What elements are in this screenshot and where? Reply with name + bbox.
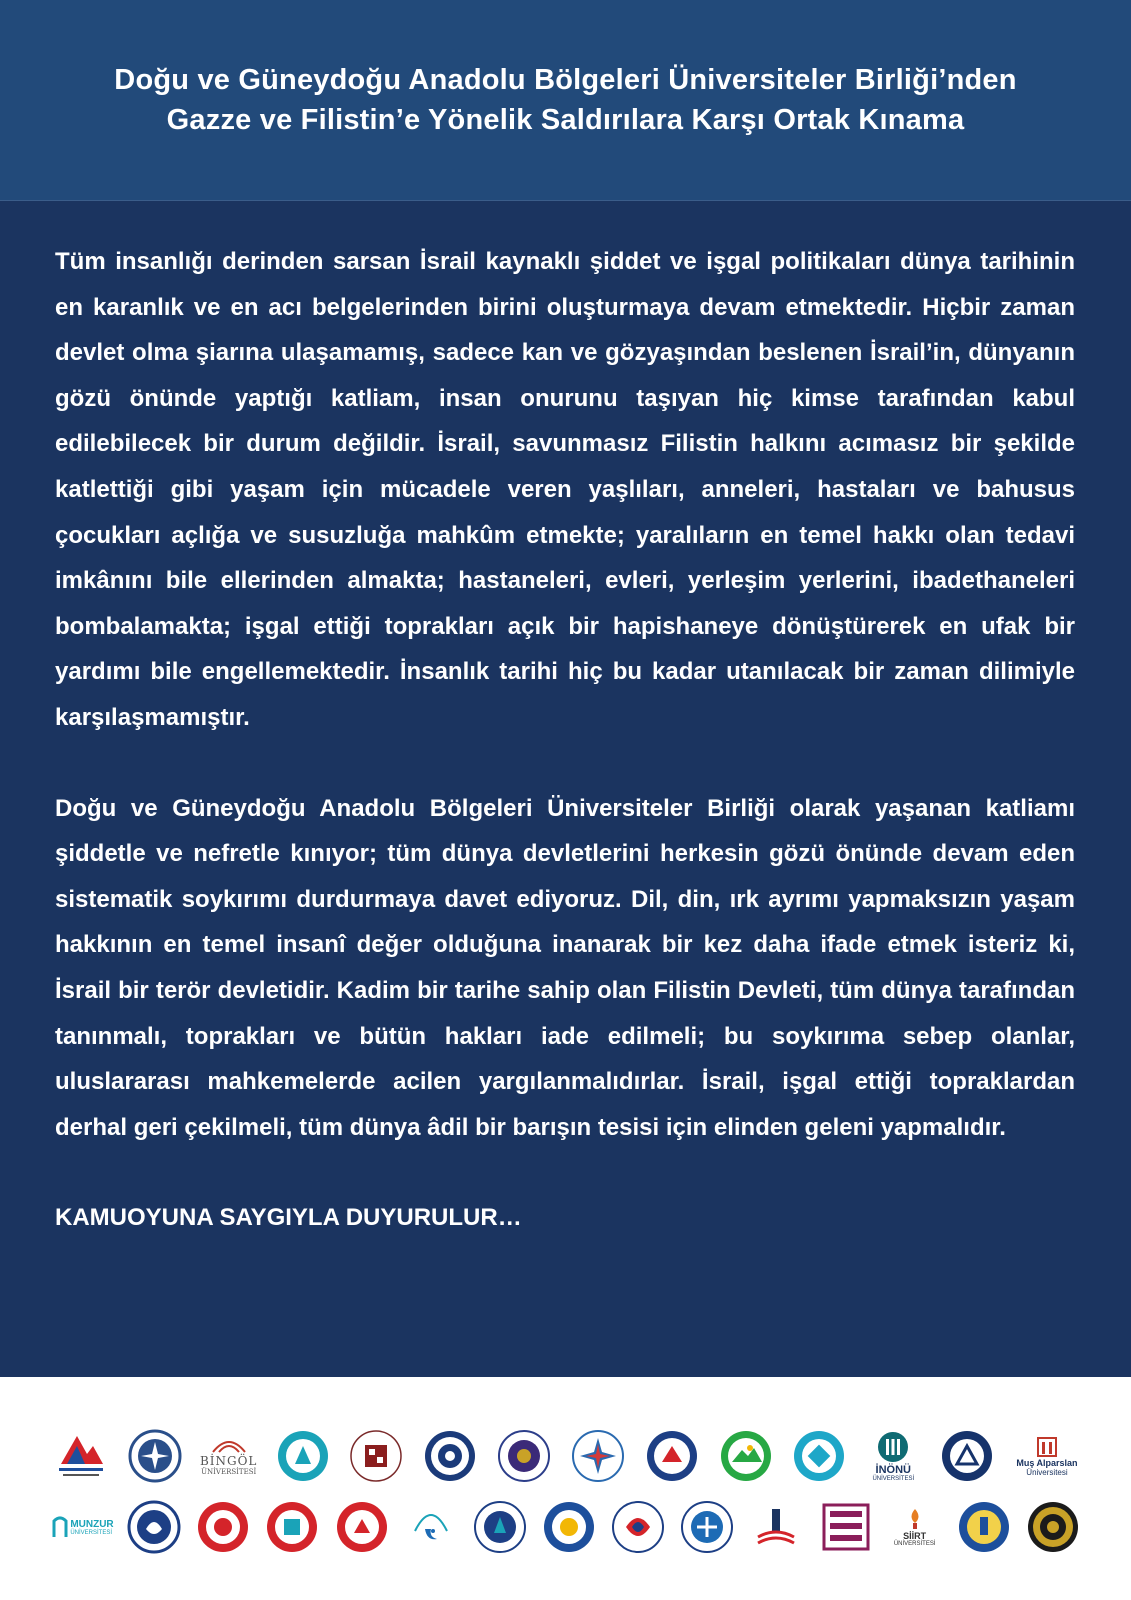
munzur-text: MUNZUR: [70, 1518, 114, 1530]
batman-seal-icon: [643, 1427, 701, 1485]
gaziantep-universitesi-seal-icon: [609, 1498, 667, 1556]
firat-universitesi-seal-icon: [347, 1427, 405, 1485]
munzur-subtext: ÜNİVERSİTESİ: [70, 1529, 113, 1536]
adiyaman-universitesi-logo-icon: [402, 1498, 460, 1556]
siirt-seal-icon: [540, 1498, 598, 1556]
dicle-seal-icon: [125, 1498, 183, 1556]
siirt-text: SİİRT: [903, 1531, 927, 1541]
inonu-text: İNÖNÜ: [875, 1464, 911, 1476]
harran-universitesi-seal-icon: [955, 1498, 1013, 1556]
header-banner: [0, 0, 1131, 200]
agri-seal-icon: [333, 1498, 391, 1556]
malatya-turgut-ozal-seal-icon: [938, 1427, 996, 1485]
statement-panel: [0, 201, 1131, 1377]
harran-seal-icon: [678, 1498, 736, 1556]
mardin-artuklu-logo-icon: [817, 1498, 875, 1556]
mus-alparslan-universitesi-logo-icon: [1012, 1427, 1082, 1485]
ataturk-universitesi-seal-icon: [126, 1427, 184, 1485]
siirt-subtext: ÜNİVERSİTESİ: [893, 1541, 936, 1547]
bingol-text: BİNGÖL: [199, 1454, 258, 1468]
batman-universitesi-seal-icon: [471, 1498, 529, 1556]
erzincan-binali-yildirim-logo-icon: [52, 1427, 110, 1485]
inonu-subtext: ÜNİVERSİTESİ: [872, 1476, 915, 1482]
statement-text: [55, 239, 1075, 1241]
closing-line: KAMUOYUNA SAYGIYLA DUYURULUR…: [55, 1204, 522, 1232]
inonu-universitesi-logo-icon: [864, 1427, 922, 1485]
university-logos-footer: [0, 1377, 1131, 1600]
siirt-universitesi-logo-icon: [886, 1498, 944, 1556]
logo-row-1: [52, 1427, 1082, 1485]
van-yuzuncu-yil-seal-icon: [421, 1427, 479, 1485]
hakkari-seal-icon: [790, 1427, 848, 1485]
gold-seal-icon: [1024, 1498, 1082, 1556]
sirnak-universitesi-logo-icon: [747, 1498, 805, 1556]
igdir-universitesi-seal-icon: [717, 1427, 775, 1485]
paragraph-2: Doğu ve Güneydoğu Anadolu Bölgeleri Üniversiteler Birliği olarak yaşanan katliamı şiddetle ve nefretle kınıyor; tüm dünya devletlerini herkesin gözü önünde devam eden sistematik soykırımı durdurmaya davet ediyoruz. Dil, din, ırk ayrımı yapmaksızın yaşam hakkının en temel insanî değer olduğuna inanarak bir kez daha ifade etmek isteriz ki, İsrail bir terör devletidir. Kadim bir tarihe sahip olan Filistin Devleti, tüm dünya tarafından tanınmalı, toprakları ve bütün hakları iade edilmeli; bu soykırıma sebep olanlar, uluslararası mahkemelerde acilen yargılanmalıdırlar. İsrail, işgal ettiği topraklardan derhal geri çekilmeli, tüm dünya âdil bir barışın tesisi için elinden geleni yapmalıdır.: [55, 794, 1075, 1141]
ardahan-seal-icon: [263, 1498, 321, 1556]
page-title: [114, 60, 1016, 140]
munzur-universitesi-logo-icon: [52, 1498, 114, 1556]
logo-row-2: [52, 1498, 1082, 1556]
title-line-1: Doğu ve Güneydoğu Anadolu Bölgeleri Üniversiteler Birliği’nden: [114, 64, 1017, 96]
bitlis-eren-universitesi-seal-icon: [274, 1427, 332, 1485]
kafkas-universitesi-seal-icon: [495, 1427, 553, 1485]
erzurum-teknik-seal-icon: [569, 1427, 627, 1485]
paragraph-1: Tüm insanlığı derinden sarsan İsrail kaynaklı şiddet ve işgal politikaları dünya tarihinin en karanlık ve en acı belgelerinden birini oluşturmaya devam etmektedir. Hiçbir zaman devlet olma şiarına ulaşamamış, sadece kan ve gözyaşından beslenen İsrail’in, dünyanın gözü önünde yaptığı katliam, insan onurunu taşıyan hiç kimse tarafından kabul edilebilecek bir durum değildir. İsrail, savunmasız Filistin halkını acımasız bir şekilde katlettiği gibi yaşam için mücadele veren yaşlıları, anneleri, hastaları ve bahusus çocukları açlığa ve susuzluğa mahkûm etmekte; yaralıların en temel hakkı olan tedavi imkânını bile ellerinden almakta; hastaneleri, evleri, yerleşim yerlerini, ibadethaneleri bombalamakta; işgal ettiği toprakları açık bir hapishaneye dönüştürerek en ufak bir yardımı bile engellemektedir. İnsanlık tarihi hiç bu kadar utanılacak bir zaman dilimiyle karşılaşmamıştır.: [55, 248, 1075, 731]
kilis-seal-icon: [194, 1498, 252, 1556]
bingol-subtext: ÜNİVERSİTESİ: [201, 1468, 257, 1476]
bingol-universitesi-logo-icon: [200, 1427, 258, 1485]
title-line-2: Gazze ve Filistin’e Yönelik Saldırılara Karşı Ortak Kınama: [166, 104, 965, 136]
mus-text-1: Muş Alparslan: [1016, 1457, 1078, 1468]
mus-text-2: Üniversitesi: [1026, 1467, 1068, 1477]
